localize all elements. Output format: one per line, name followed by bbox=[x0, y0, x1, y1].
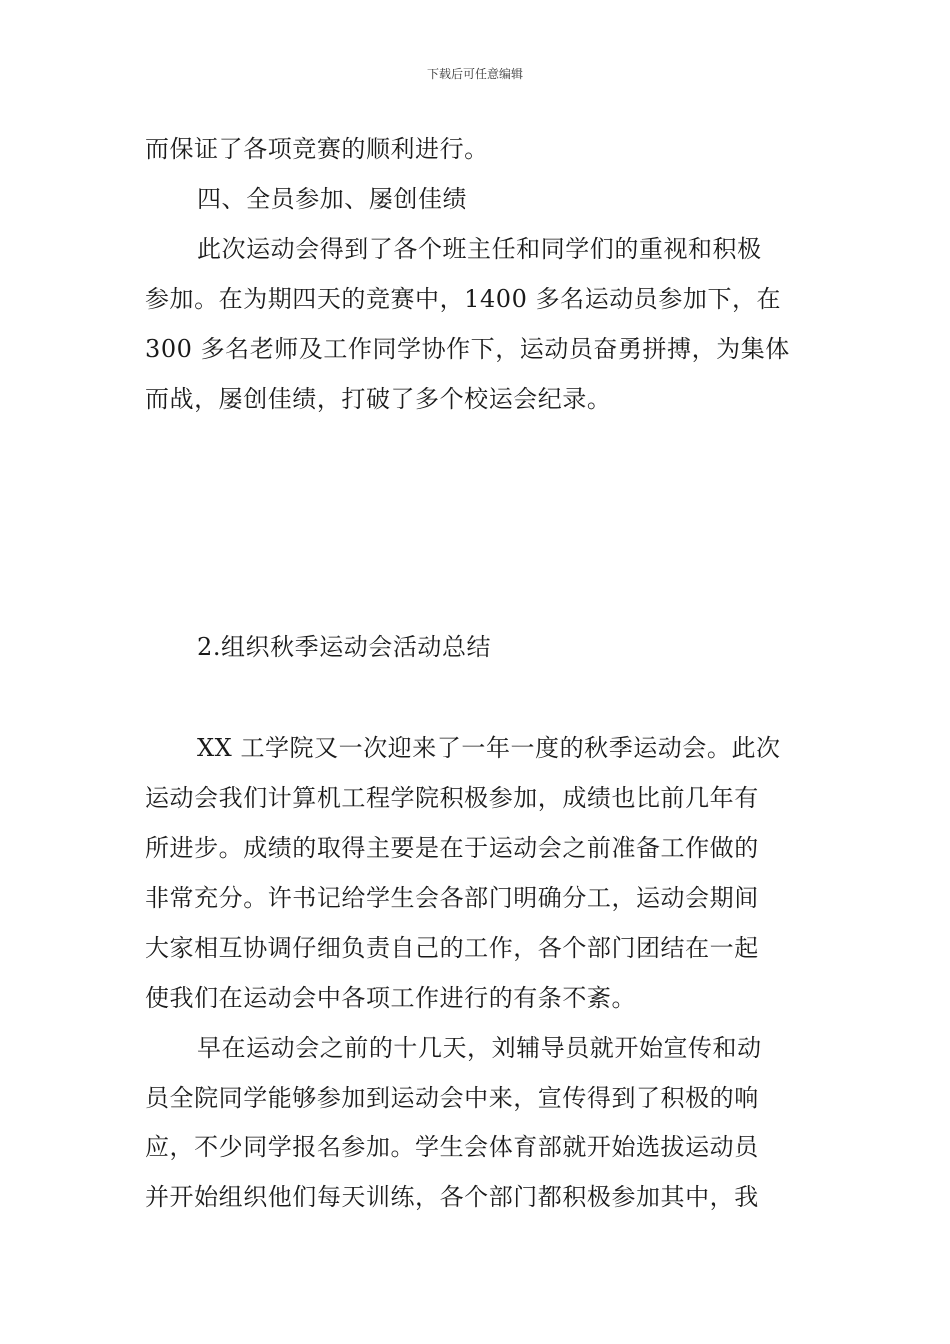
text-line: 并开始组织他们每天训练，各个部门都积极参加其中，我 bbox=[145, 1183, 759, 1211]
text-line: 而保证了各项竞赛的顺利进行。 bbox=[145, 135, 489, 163]
text-line: 早在运动会之前的十几天，刘辅导员就开始宣传和动 bbox=[197, 1034, 762, 1062]
text-line: XX 工学院又一次迎来了一年一度的秋季运动会。此次 bbox=[197, 734, 781, 762]
section-heading: 四、全员参加、屡创佳绩 bbox=[197, 185, 468, 213]
text-line: 应，不少同学报名参加。学生会体育部就开始选拔运动员 bbox=[145, 1133, 759, 1161]
text-line: 员全院同学能够参加到运动会中来，宣传得到了积极的响 bbox=[145, 1084, 759, 1112]
text-line: 非常充分。许书记给学生会各部门明确分工，运动会期间 bbox=[145, 884, 759, 912]
text-line: 使我们在运动会中各项工作进行的有条不紊。 bbox=[145, 984, 636, 1012]
page-header-note: 下载后可任意编辑 bbox=[426, 67, 523, 81]
text-line: 300 多名老师及工作同学协作下，运动员奋勇拼搏，为集体 bbox=[145, 335, 790, 363]
text-line: 大家相互协调仔细负责自己的工作，各个部门团结在一起 bbox=[145, 934, 759, 962]
text-line: 所进步。成绩的取得主要是在于运动会之前准备工作做的 bbox=[145, 834, 759, 862]
text-line: 参加。在为期四天的竞赛中，1400 多名运动员参加下，在 bbox=[145, 285, 782, 313]
text-line: 而战，屡创佳绩，打破了多个校运会纪录。 bbox=[145, 385, 612, 413]
section-title: 2.组织秋季运动会活动总结 bbox=[197, 633, 492, 661]
text-line: 此次运动会得到了各个班主任和同学们的重视和积极 bbox=[197, 235, 762, 263]
text-line: 运动会我们计算机工程学院积极参加，成绩也比前几年有 bbox=[145, 784, 759, 812]
